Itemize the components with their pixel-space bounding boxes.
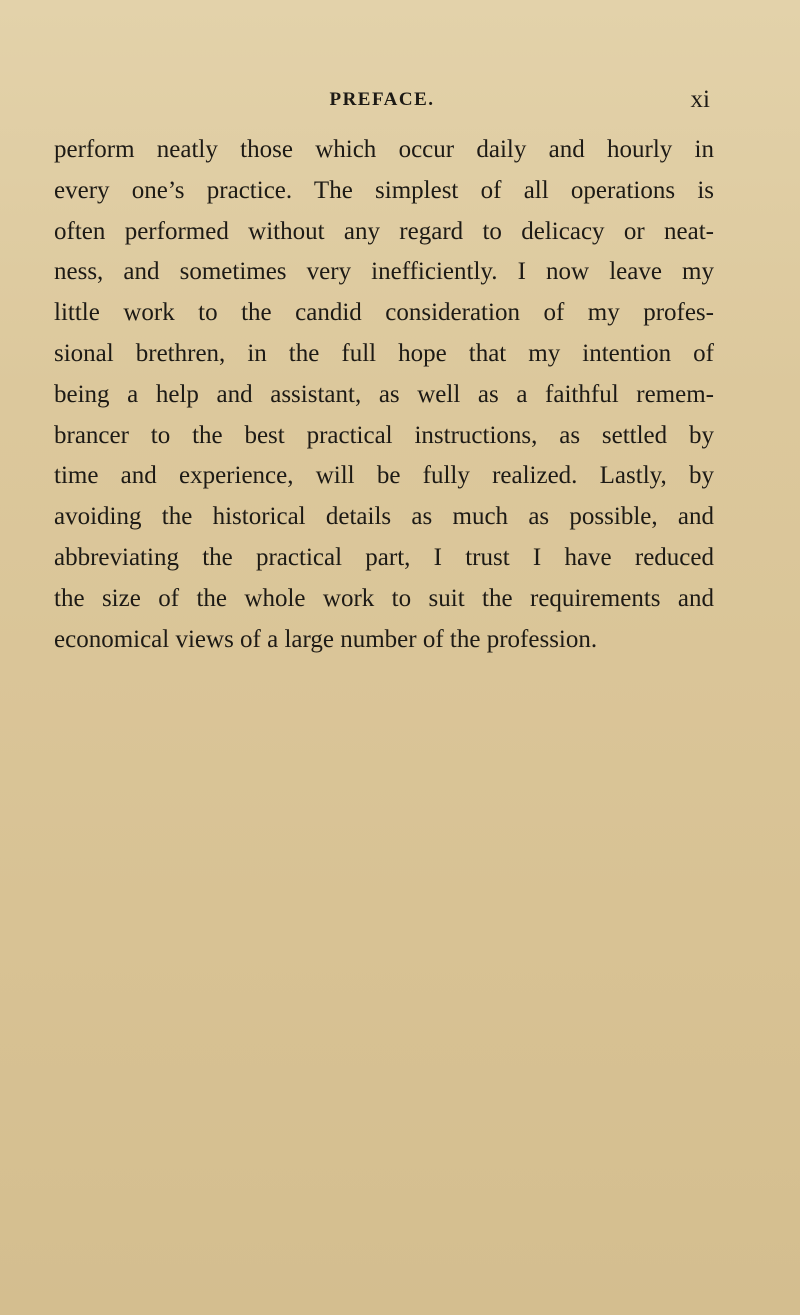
- text-line: the size of the whole work to suit the requirements and: [54, 584, 714, 612]
- text-line: abbreviating the practical part, I trust I have reduced: [54, 543, 714, 571]
- text-line: often performed without any regard to delicacy or neat-: [54, 217, 714, 245]
- text-line: brancer to the best practical instructions, as settled by: [54, 421, 714, 449]
- text-line: time and experience, will be fully realized. Lastly, by: [54, 462, 714, 490]
- page-number: xi: [690, 86, 710, 113]
- running-head: [54, 86, 710, 116]
- running-title: PREFACE.: [329, 89, 435, 110]
- text-line: little work to the candid consideration of my profes-: [54, 299, 714, 327]
- text-line: ness, and sometimes very inefficiently. I now leave my: [54, 258, 714, 286]
- text-line: every one’s practice. The simplest of all operations is: [54, 176, 714, 204]
- text-line: avoiding the historical details as much as possible, and: [54, 503, 714, 531]
- text-line: being a help and assistant, as well as a faithful remem-: [54, 380, 714, 408]
- body-paragraph: [54, 130, 714, 660]
- text-line: economical views of a large number of the profession.: [54, 625, 598, 653]
- text-line: perform neatly those which occur daily and hourly in: [54, 136, 714, 163]
- text-line: sional brethren, in the full hope that my intention of: [54, 339, 714, 367]
